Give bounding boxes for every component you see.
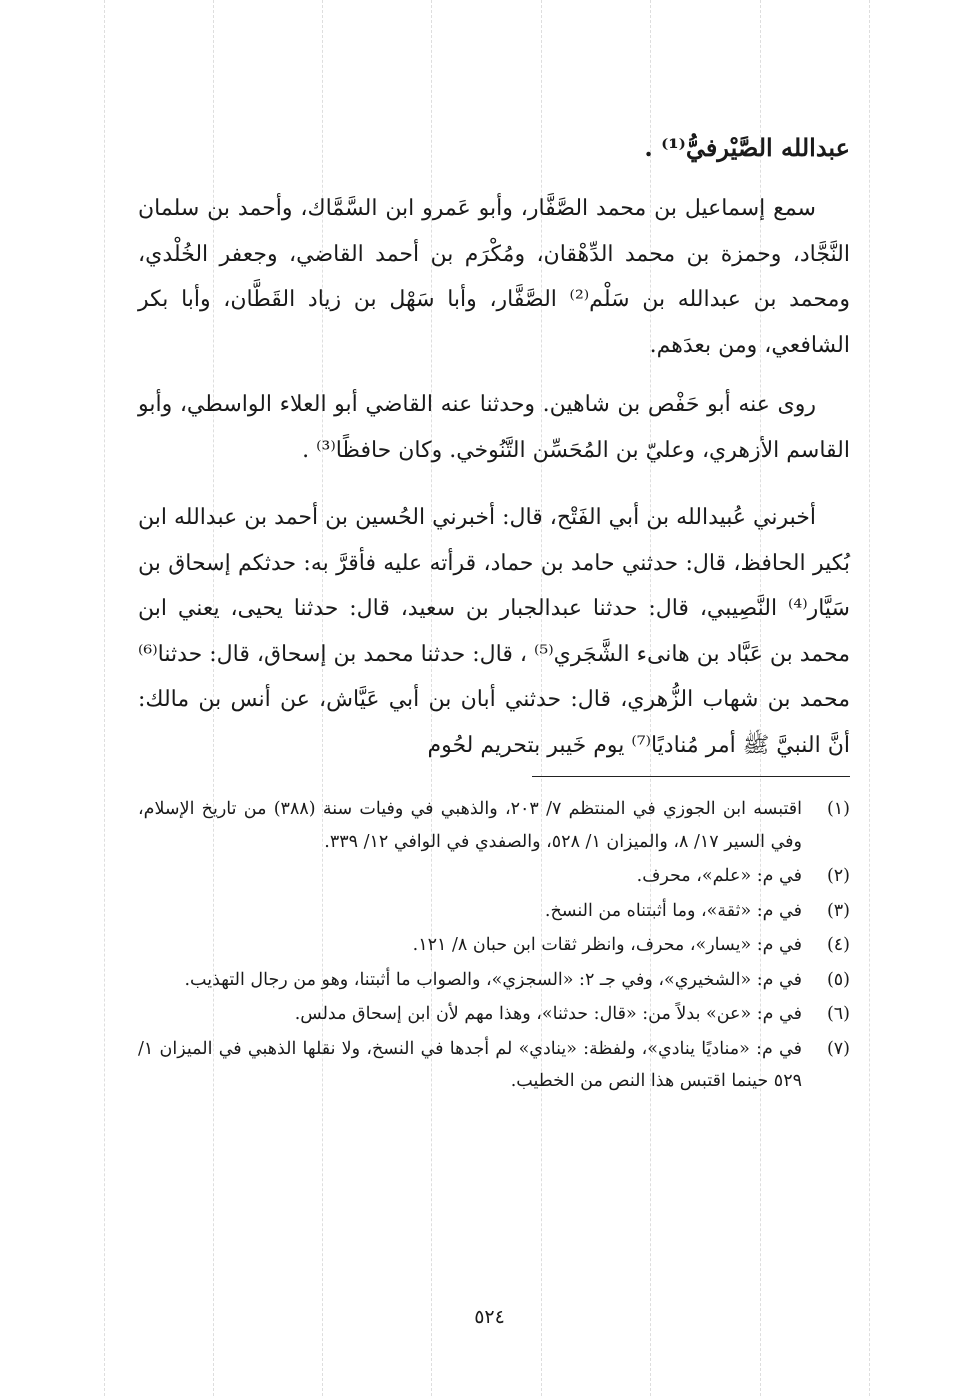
- paragraph-narrators: روى عنه أبو حَفْص بن شاهين. وحدثنا عنه القاضي أبو العلاء الواسطي، وأبو القاسم الأزهري، وعليّ بن المُحَسِّن التَّنُوخي. وكان حافظًا⁽³⁾ .: [138, 392, 850, 463]
- footnote-item: [138, 895, 850, 928]
- paragraph-teachers: سمع إسماعيل بن محمد الصَّفَّار، وأبو عَمرو ابن السَّمَّاك، وأحمد بن سلمان النَّجَّاد، وحمزة بن محمد الدِّهْقان، ومُكْرَم بن أحمد القاضي، وجعفر الخُلْدي، ومحمد بن عبدالله بن سَلْم⁽²⁾ الصَّفَّار، وأبا سَهْل بن زياد القَطَّان، وأبا بكر الشافعي، ومن بعدَهم.: [138, 196, 850, 358]
- scan-grid-line: [869, 0, 870, 1396]
- footnote-number: (٧): [826, 1038, 850, 1059]
- footnote-text: في م: «مناديًا ينادي»، ولفظة: «ينادي» لم أجدها في النسخ، ولا نقلها الذهبي في الميزان ١/ ٥٢٩ حينما اقتبس هذا النص من الخطيب.: [138, 1038, 802, 1091]
- page-number: ٥٢٤: [474, 1306, 505, 1328]
- footnote-item: [138, 793, 850, 858]
- footnote-separator: [532, 776, 850, 777]
- footnote-text: في م: «علم»، محرف.: [636, 866, 802, 886]
- scan-grid-line: [104, 0, 105, 1396]
- paragraph-hadith: أخبرني عُبيدالله بن أبي الفَتْح، قال: أخبرني الحُسين بن أحمد بن عبدالله ابن بُكير الحافظ، قال: حدثني حامد بن حماد، قرأته عليه فأقرَّ به: حدثكم إسحاق بن سَيَّار⁽⁴⁾ النَّصِيبي، قال: حدثنا عبدالجبار بن سعيد، قال: حدثنا يحيى، يعني ابن محمد بن عَبَّاد بن هانىء الشَّجَري⁽⁵⁾ ، قال: حدثنا محمد بن إسحاق، قال: حدثنا⁽⁶⁾ محمد بن شهاب الزُّهري، قال: حدثني أبان بن أبي عَيَّاش، عن أنس بن مالك: أنَّ النبيَّ ﷺ أمر مُناديًا⁽⁷⁾ يوم خَيبر بتحريم لحُوم: [138, 505, 850, 758]
- footnote-item: [138, 1033, 850, 1098]
- footnote-text: في م: «ثقة»، وما أثبتناه من النسخ.: [544, 900, 802, 921]
- footnote-item: [138, 998, 850, 1031]
- footnote-text: اقتبسه ابن الجوزي في المنتظم ٧/ ٢٠٣، والذهبي في وفيات سنة (٣٨٨) من تاريخ الإسلام، وفي السير ١٧/ ٨، والميزان ١/ ٥٢٨، والصفدي في الوافي ١٢/ ٣٣٩.: [138, 799, 802, 852]
- footnote-number: (١): [826, 799, 850, 819]
- footnote-number: (٦): [826, 1004, 850, 1024]
- footnote-text: في م: «عن» بدلاً من: «قال: حدثنا»، وهذا مهم لأن ابن إسحاق مدلس.: [294, 1004, 802, 1024]
- footnote-number: (٤): [826, 935, 850, 955]
- footnote-number: (٣): [826, 900, 850, 921]
- footnote-item: [138, 860, 850, 893]
- footnote-number: (٥): [826, 969, 850, 990]
- footnote-text: في م: «يسار»، محرف، وانظر ثقات ابن حبان ٨/ ١٢١.: [412, 935, 802, 955]
- document-page: [138, 128, 850, 1100]
- footnote-text: في م: «الشخيري»، وفي جـ ٢: «السجزي»، والصواب ما أثبتنا، وهو من رجال التهذيب.: [184, 969, 802, 990]
- footnote-item: [138, 964, 850, 997]
- footnote-number: (٢): [826, 866, 850, 886]
- entry-title: عبدالله الصَّيْرفيُّ⁽¹⁾ .: [644, 133, 850, 162]
- footnote-item: [138, 929, 850, 962]
- footnotes: [138, 793, 850, 1098]
